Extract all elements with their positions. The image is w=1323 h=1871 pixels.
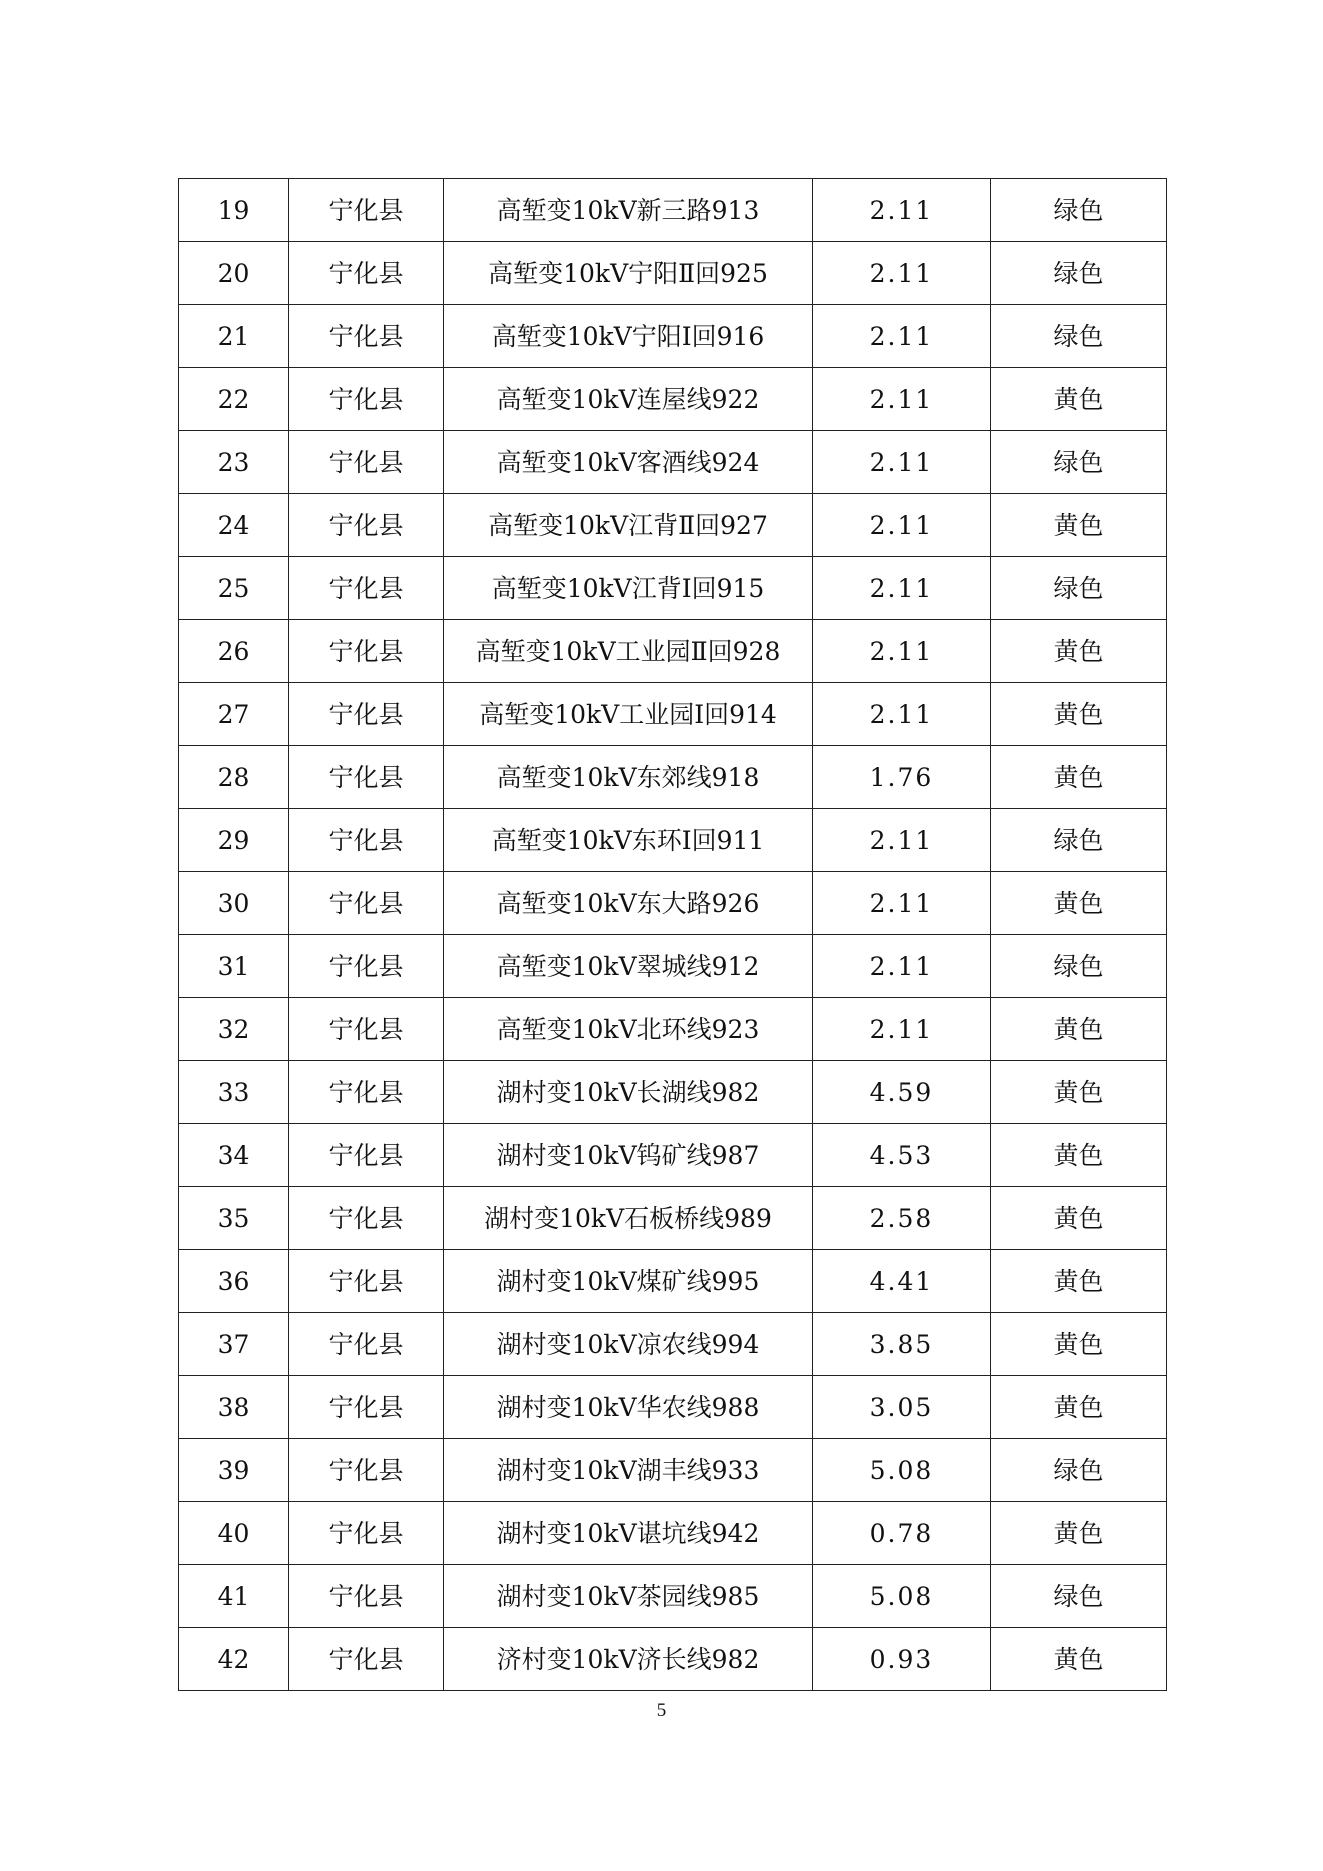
- row-number-cell: 28: [179, 746, 289, 809]
- county-cell: 宁化县: [289, 242, 444, 305]
- table-row: [179, 305, 1167, 368]
- county-cell: 宁化县: [289, 1502, 444, 1565]
- color-level-cell: 黄色: [991, 494, 1167, 557]
- color-level-cell: 绿色: [991, 179, 1167, 242]
- value-cell: 1.76: [813, 746, 991, 809]
- value-cell: 2.11: [813, 683, 991, 746]
- county-cell: 宁化县: [289, 179, 444, 242]
- row-number-cell: 24: [179, 494, 289, 557]
- value-cell: 0.78: [813, 1502, 991, 1565]
- table-row: [179, 998, 1167, 1061]
- table-row: [179, 1376, 1167, 1439]
- county-cell: 宁化县: [289, 1565, 444, 1628]
- table-row: [179, 179, 1167, 242]
- row-number-cell: 35: [179, 1187, 289, 1250]
- value-cell: 4.41: [813, 1250, 991, 1313]
- color-level-cell: 黄色: [991, 1502, 1167, 1565]
- county-cell: 宁化县: [289, 1187, 444, 1250]
- county-cell: 宁化县: [289, 683, 444, 746]
- value-cell: 2.11: [813, 431, 991, 494]
- row-number-cell: 32: [179, 998, 289, 1061]
- row-number-cell: 23: [179, 431, 289, 494]
- line-name-cell: 湖村变10kV华农线988: [444, 1376, 813, 1439]
- table-row: [179, 746, 1167, 809]
- row-number-cell: 36: [179, 1250, 289, 1313]
- line-name-cell: 高堑变10kV新三路913: [444, 179, 813, 242]
- line-name-cell: 湖村变10kV茶园线985: [444, 1565, 813, 1628]
- county-cell: 宁化县: [289, 1313, 444, 1376]
- line-name-cell: 高堑变10kV东大路926: [444, 872, 813, 935]
- line-name-cell: 湖村变10kV石板桥线989: [444, 1187, 813, 1250]
- row-number-cell: 38: [179, 1376, 289, 1439]
- line-name-cell: 湖村变10kV煤矿线995: [444, 1250, 813, 1313]
- row-number-cell: 34: [179, 1124, 289, 1187]
- color-level-cell: 黄色: [991, 872, 1167, 935]
- row-number-cell: 33: [179, 1061, 289, 1124]
- value-cell: 5.08: [813, 1565, 991, 1628]
- color-level-cell: 绿色: [991, 1565, 1167, 1628]
- value-cell: 2.58: [813, 1187, 991, 1250]
- county-cell: 宁化县: [289, 368, 444, 431]
- value-cell: 0.93: [813, 1628, 991, 1691]
- table-body: [179, 179, 1167, 1691]
- table-row: [179, 872, 1167, 935]
- color-level-cell: 绿色: [991, 305, 1167, 368]
- county-cell: 宁化县: [289, 872, 444, 935]
- table-row: [179, 1250, 1167, 1313]
- page-number: 5: [656, 1700, 667, 1721]
- line-name-cell: 高堑变10kV东郊线918: [444, 746, 813, 809]
- line-name-cell: 高堑变10kV客酒线924: [444, 431, 813, 494]
- color-level-cell: 绿色: [991, 809, 1167, 872]
- county-cell: 宁化县: [289, 809, 444, 872]
- row-number-cell: 39: [179, 1439, 289, 1502]
- line-name-cell: 湖村变10kV湖丰线933: [444, 1439, 813, 1502]
- row-number-cell: 40: [179, 1502, 289, 1565]
- value-cell: 2.11: [813, 935, 991, 998]
- value-cell: 4.53: [813, 1124, 991, 1187]
- county-cell: 宁化县: [289, 1124, 444, 1187]
- row-number-cell: 30: [179, 872, 289, 935]
- table-row: [179, 494, 1167, 557]
- line-name-cell: 湖村变10kV钨矿线987: [444, 1124, 813, 1187]
- table-row: [179, 431, 1167, 494]
- value-cell: 2.11: [813, 368, 991, 431]
- line-name-cell: 高堑变10kV工业园Ⅱ回928: [444, 620, 813, 683]
- row-number-cell: 22: [179, 368, 289, 431]
- color-level-cell: 黄色: [991, 620, 1167, 683]
- line-name-cell: 济村变10kV济长线982: [444, 1628, 813, 1691]
- color-level-cell: 绿色: [991, 935, 1167, 998]
- value-cell: 2.11: [813, 809, 991, 872]
- row-number-cell: 41: [179, 1565, 289, 1628]
- row-number-cell: 21: [179, 305, 289, 368]
- county-cell: 宁化县: [289, 431, 444, 494]
- table-row: [179, 1439, 1167, 1502]
- line-name-cell: 高堑变10kV江背Ⅱ回927: [444, 494, 813, 557]
- value-cell: 2.11: [813, 242, 991, 305]
- table-row: [179, 1061, 1167, 1124]
- color-level-cell: 绿色: [991, 242, 1167, 305]
- table-row: [179, 1565, 1167, 1628]
- row-number-cell: 19: [179, 179, 289, 242]
- color-level-cell: 绿色: [991, 1439, 1167, 1502]
- county-cell: 宁化县: [289, 935, 444, 998]
- table-row: [179, 683, 1167, 746]
- color-level-cell: 黄色: [991, 1124, 1167, 1187]
- line-name-cell: 高堑变10kV宁阳Ⅱ回925: [444, 242, 813, 305]
- color-level-cell: 黄色: [991, 1628, 1167, 1691]
- line-name-cell: 湖村变10kV长湖线982: [444, 1061, 813, 1124]
- table-row: [179, 1187, 1167, 1250]
- color-level-cell: 黄色: [991, 1187, 1167, 1250]
- color-level-cell: 黄色: [991, 998, 1167, 1061]
- county-cell: 宁化县: [289, 998, 444, 1061]
- county-cell: 宁化县: [289, 620, 444, 683]
- line-name-cell: 高堑变10kV工业园Ⅰ回914: [444, 683, 813, 746]
- line-name-cell: 高堑变10kV北环线923: [444, 998, 813, 1061]
- color-level-cell: 黄色: [991, 683, 1167, 746]
- value-cell: 3.05: [813, 1376, 991, 1439]
- value-cell: 2.11: [813, 872, 991, 935]
- value-cell: 2.11: [813, 179, 991, 242]
- county-cell: 宁化县: [289, 1439, 444, 1502]
- table-row: [179, 1124, 1167, 1187]
- color-level-cell: 黄色: [991, 1061, 1167, 1124]
- line-name-cell: 高堑变10kV连屋线922: [444, 368, 813, 431]
- color-level-cell: 绿色: [991, 557, 1167, 620]
- row-number-cell: 25: [179, 557, 289, 620]
- color-level-cell: 黄色: [991, 368, 1167, 431]
- county-cell: 宁化县: [289, 557, 444, 620]
- county-cell: 宁化县: [289, 746, 444, 809]
- line-name-cell: 高堑变10kV东环Ⅰ回911: [444, 809, 813, 872]
- line-name-cell: 高堑变10kV翠城线912: [444, 935, 813, 998]
- value-cell: 2.11: [813, 620, 991, 683]
- county-cell: 宁化县: [289, 494, 444, 557]
- row-number-cell: 20: [179, 242, 289, 305]
- line-name-cell: 高堑变10kV江背Ⅰ回915: [444, 557, 813, 620]
- value-cell: 2.11: [813, 557, 991, 620]
- county-cell: 宁化县: [289, 1628, 444, 1691]
- table-row: [179, 1628, 1167, 1691]
- table-row: [179, 557, 1167, 620]
- table-row: [179, 935, 1167, 998]
- row-number-cell: 27: [179, 683, 289, 746]
- table-row: [179, 1313, 1167, 1376]
- data-table: [178, 178, 1167, 1691]
- line-name-cell: 高堑变10kV宁阳Ⅰ回916: [444, 305, 813, 368]
- table-row: [179, 368, 1167, 431]
- county-cell: 宁化县: [289, 1250, 444, 1313]
- table-row: [179, 1502, 1167, 1565]
- county-cell: 宁化县: [289, 305, 444, 368]
- county-cell: 宁化县: [289, 1061, 444, 1124]
- table-row: [179, 620, 1167, 683]
- color-level-cell: 绿色: [991, 431, 1167, 494]
- value-cell: 5.08: [813, 1439, 991, 1502]
- value-cell: 2.11: [813, 305, 991, 368]
- row-number-cell: 31: [179, 935, 289, 998]
- row-number-cell: 37: [179, 1313, 289, 1376]
- table-row: [179, 242, 1167, 305]
- county-cell: 宁化县: [289, 1376, 444, 1439]
- value-cell: 4.59: [813, 1061, 991, 1124]
- table-row: [179, 809, 1167, 872]
- color-level-cell: 黄色: [991, 1313, 1167, 1376]
- value-cell: 2.11: [813, 998, 991, 1061]
- color-level-cell: 黄色: [991, 1376, 1167, 1439]
- row-number-cell: 26: [179, 620, 289, 683]
- color-level-cell: 黄色: [991, 1250, 1167, 1313]
- row-number-cell: 42: [179, 1628, 289, 1691]
- color-level-cell: 黄色: [991, 746, 1167, 809]
- value-cell: 2.11: [813, 494, 991, 557]
- value-cell: 3.85: [813, 1313, 991, 1376]
- row-number-cell: 29: [179, 809, 289, 872]
- line-name-cell: 湖村变10kV谌坑线942: [444, 1502, 813, 1565]
- line-name-cell: 湖村变10kV凉农线994: [444, 1313, 813, 1376]
